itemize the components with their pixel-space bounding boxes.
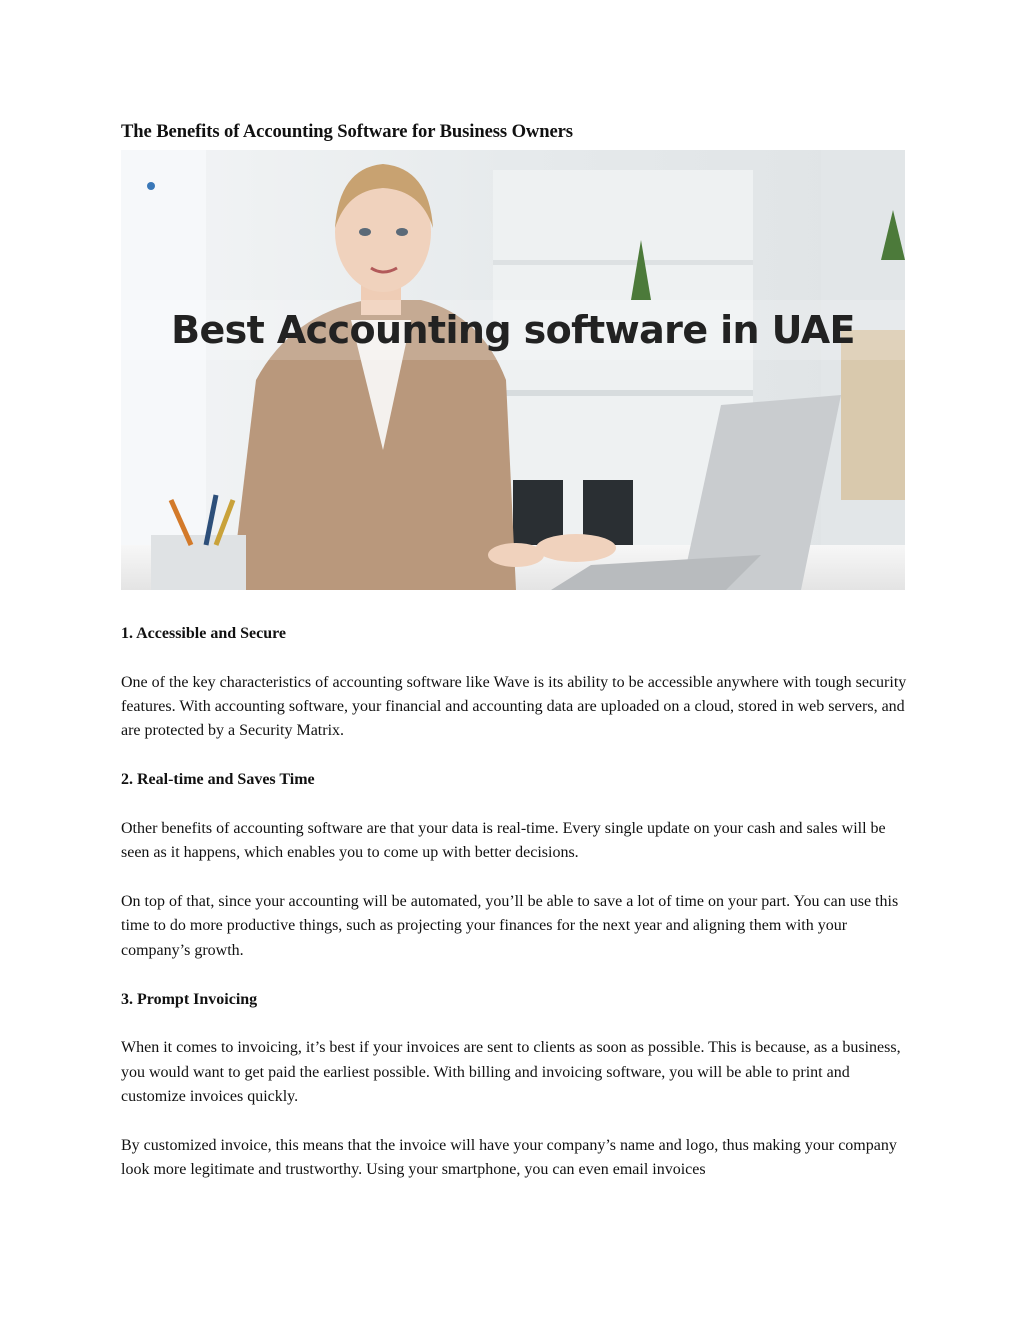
section-heading: 3. Prompt Invoicing [121, 990, 258, 1008]
office-photo-illustration [121, 150, 905, 590]
paragraph: One of the key characteristics of accounting software like Wave is its ability to be accessible anywhere with tough security features. With accounting software, your financial and accounting data are uploaded on a cloud, stored in web servers, and are protected by a Security Matrix. [121, 673, 907, 740]
article-title: The Benefits of Accounting Software for Business Owners [121, 121, 573, 142]
paragraph: On top of that, since your accounting will be automated, you’ll be able to save a lot of time on your part. You can use this time to do more productive things, such as projecting your finances for the next year and aligning them with your company’s growth. [121, 893, 899, 959]
paragraph: When it comes to invoicing, it’s best if your invoices are sent to clients as soon as possible. This is because, as a business, you would want to get paid the earliest possible. With billing and invoicing software, you will be able to print and customize invoices quickly. [121, 1039, 901, 1106]
paragraph: By customized invoice, this means that the invoice will have your company’s name and logo, thus making your company look more legitimate and trustworthy. Using your smartphone, you can even email invoices [121, 1136, 897, 1179]
hero-image [121, 150, 905, 590]
section-heading: 1. Accessible and Secure [121, 625, 287, 642]
paragraph: Other benefits of accounting software are that your data is real-time. Every single update on your cash and sales will be seen as it happens, which enables you to come up with better decisions. [121, 819, 886, 862]
document-page [121, 120, 907, 1183]
section-heading: 2. Real-time and Saves Time [121, 771, 315, 789]
hero-caption: Best Accounting software in UAE [171, 308, 855, 352]
